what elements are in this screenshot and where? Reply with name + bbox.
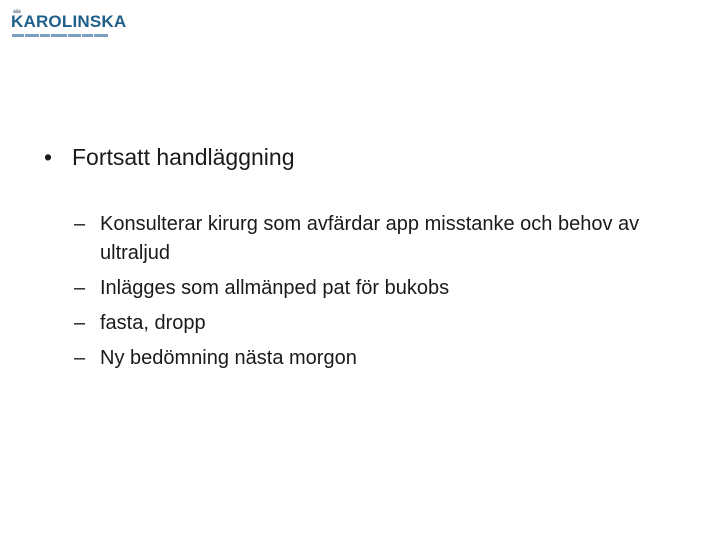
- list-item-text: fasta, dropp: [100, 312, 206, 334]
- level1-bullet: [44, 140, 694, 174]
- bullet-marker: •: [44, 144, 53, 170]
- slide-content: [44, 140, 694, 379]
- dash-marker: –: [74, 312, 86, 334]
- sub-bullet-list: [74, 210, 694, 373]
- list-item: [74, 210, 694, 268]
- karolinska-logo: [10, 8, 140, 40]
- list-item: [74, 344, 694, 373]
- logo-subline: [12, 34, 110, 37]
- list-item-text: Ny bedömning nästa morgon: [100, 347, 357, 369]
- dash-marker: –: [74, 347, 86, 369]
- logo-wordmark: KAROLINSKA: [11, 12, 127, 31]
- list-item: [74, 274, 694, 303]
- level1-text: Fortsatt handläggning: [72, 144, 295, 170]
- list-item-text: Konsulterar kirurg som avfärdar app misstanke och behov av ultraljud: [100, 213, 640, 264]
- list-item-text: Inlägges som allmänped pat för bukobs: [100, 277, 450, 299]
- dash-marker: –: [74, 213, 86, 235]
- list-item: [74, 309, 694, 338]
- dash-marker: –: [74, 277, 86, 299]
